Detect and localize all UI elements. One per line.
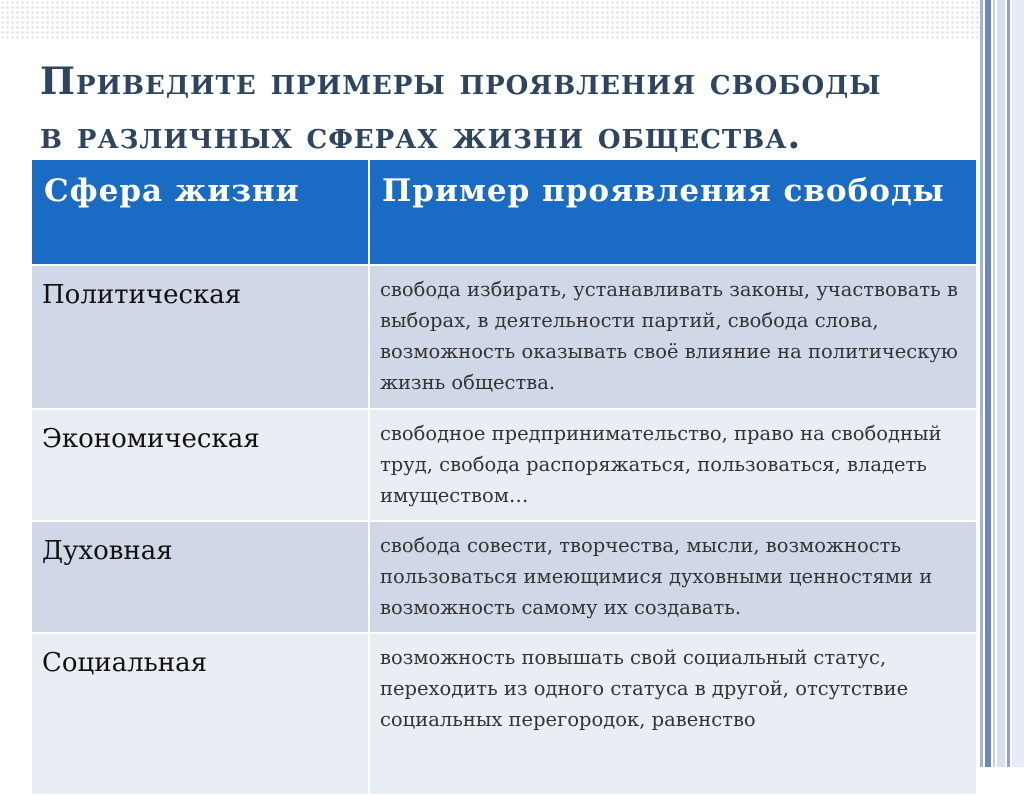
sphere-cell: Политическая <box>31 265 369 409</box>
example-cell: возможность повышать свой социальный статус, переходить из одного статуса в другой, отсутствие социальных перегородок, равенство <box>369 633 977 795</box>
header-sphere: Сфера жизни <box>31 159 369 265</box>
example-cell: свобода избирать, устанавливать законы, участвовать в выборах, в деятельности партий, свобода слова, возможность оказывать своё влияние на политическую жизнь общества. <box>369 265 977 409</box>
example-cell: свобода совести, творчества, мысли, возможность пользоваться имеющимися духовными ценностями и возможность самому их создавать. <box>369 521 977 633</box>
slide-title-line-1: Приведите примеры проявления свободы <box>40 59 882 103</box>
sphere-cell: Экономическая <box>31 409 369 521</box>
table-row <box>31 521 977 633</box>
example-cell: свободное предпринимательство, право на свободный труд, свобода распоряжаться, пользоваться, владеть имуществом… <box>369 409 977 521</box>
top-texture-strip <box>0 0 980 40</box>
slide-title <box>40 54 980 162</box>
sphere-cell: Социальная <box>31 633 369 795</box>
freedom-table <box>30 158 978 796</box>
table-header-row <box>31 159 977 265</box>
table-row <box>31 633 977 795</box>
table-row <box>31 265 977 409</box>
table-row <box>31 409 977 521</box>
sphere-cell: Духовная <box>31 521 369 633</box>
right-decor-stripes <box>980 0 1024 767</box>
slide-title-line-2: в различных сферах жизни общества. <box>40 113 802 157</box>
header-example: Пример проявления свободы <box>369 159 977 265</box>
